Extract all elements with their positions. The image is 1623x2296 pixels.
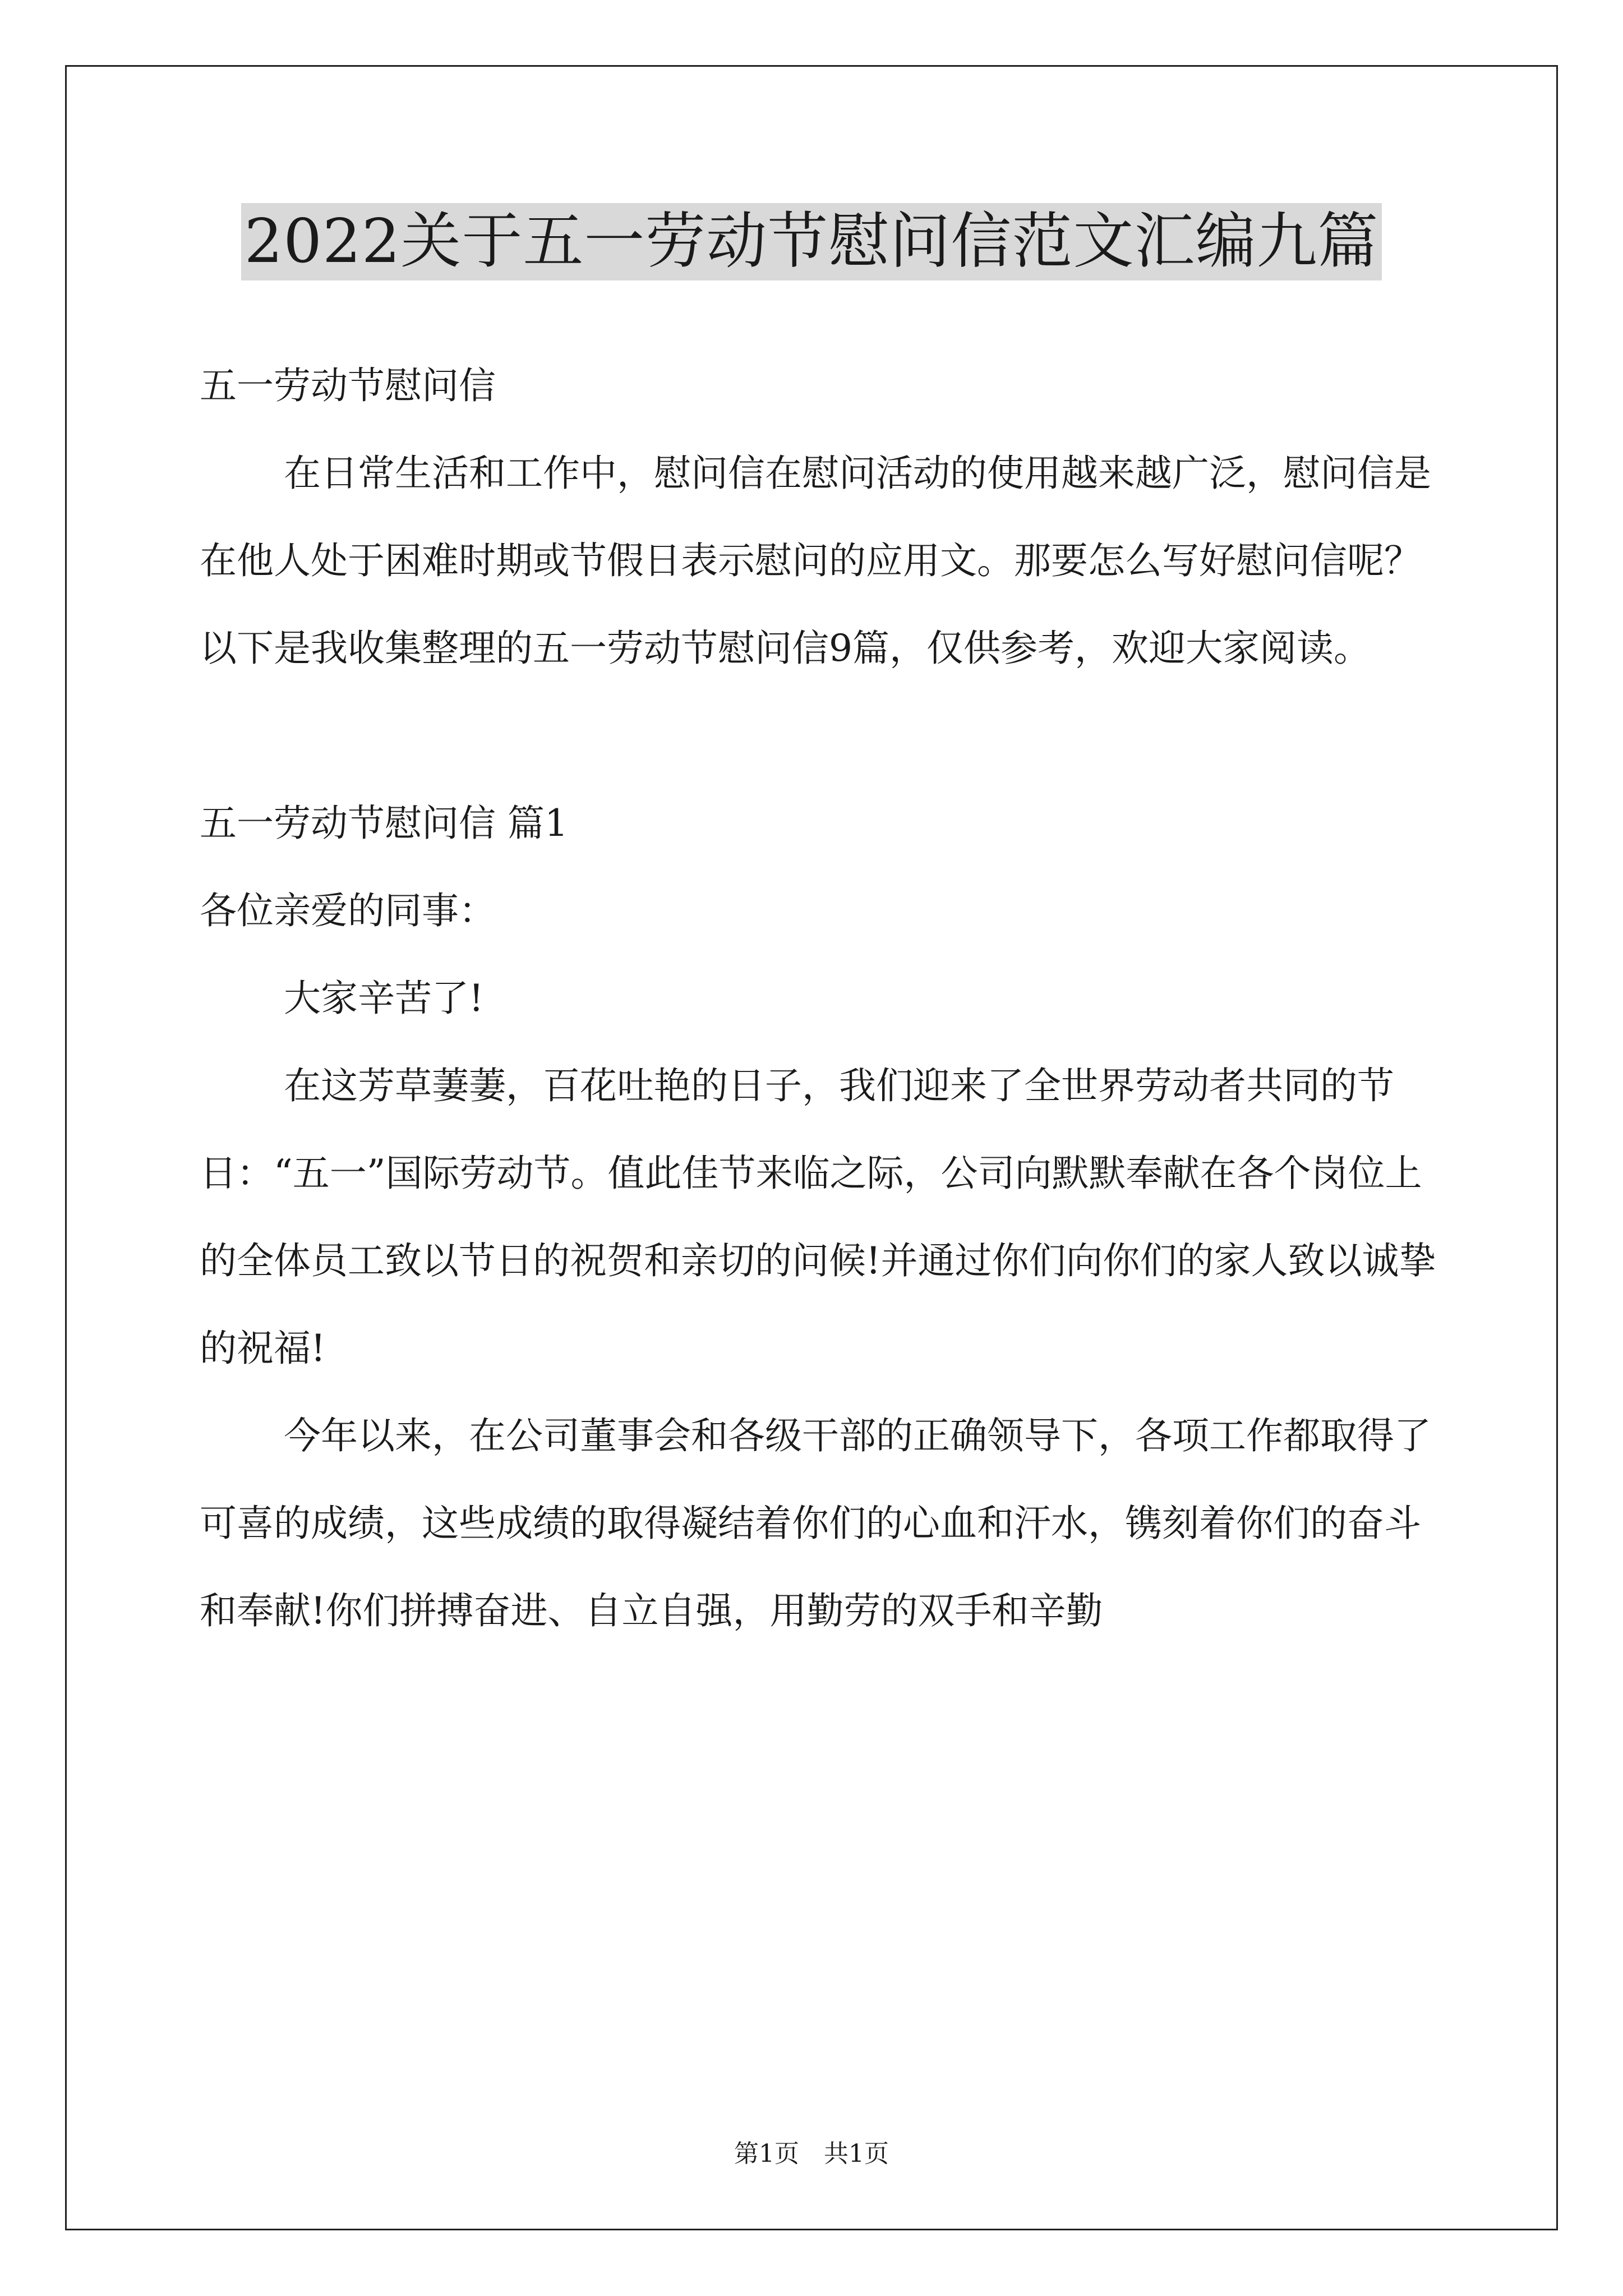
section-heading: 五一劳动节慰问信 [200, 364, 496, 407]
document-body [200, 342, 1450, 1655]
article-heading: 五一劳动节慰问信 篇1 [200, 802, 568, 845]
document-title: 2022关于五一劳动节慰问信范文汇编九篇 [241, 203, 1382, 280]
spacer [200, 692, 1450, 780]
body-paragraph: 在这芳草萋萋，百花吐艳的日子，我们迎来了全世界劳动者共同的节日：“五一”国际劳动节。值此佳节来临之际，公司向默默奉献在各个岗位上的全体员工致以节日的祝贺和亲切的问候!并通过你们向你们的家人致以诚挚的祝福! [200, 1064, 1436, 1370]
title-container [0, 203, 1623, 280]
body-paragraph: 大家辛苦了! [284, 977, 484, 1020]
body-paragraph: 今年以来，在公司董事会和各级干部的正确领导下，各项工作都取得了可喜的成绩，这些成绩的取得凝结着你们的心血和汗水，镌刻着你们的奋斗和奉献!你们拼搏奋进、自立自强，用勤劳的双手和辛勤 [200, 1414, 1431, 1632]
salutation: 各位亲爱的同事： [200, 889, 496, 932]
intro-paragraph: 在日常生活和工作中，慰问信在慰问活动的使用越来越广泛，慰问信是在他人处于困难时期或节假日表示慰问的应用文。那要怎么写好慰问信呢？以下是我收集整理的五一劳动节慰问信9篇，仅供参考，欢迎大家阅读。 [200, 452, 1431, 670]
page-footer: 第1页 共1页 [734, 2139, 889, 2168]
